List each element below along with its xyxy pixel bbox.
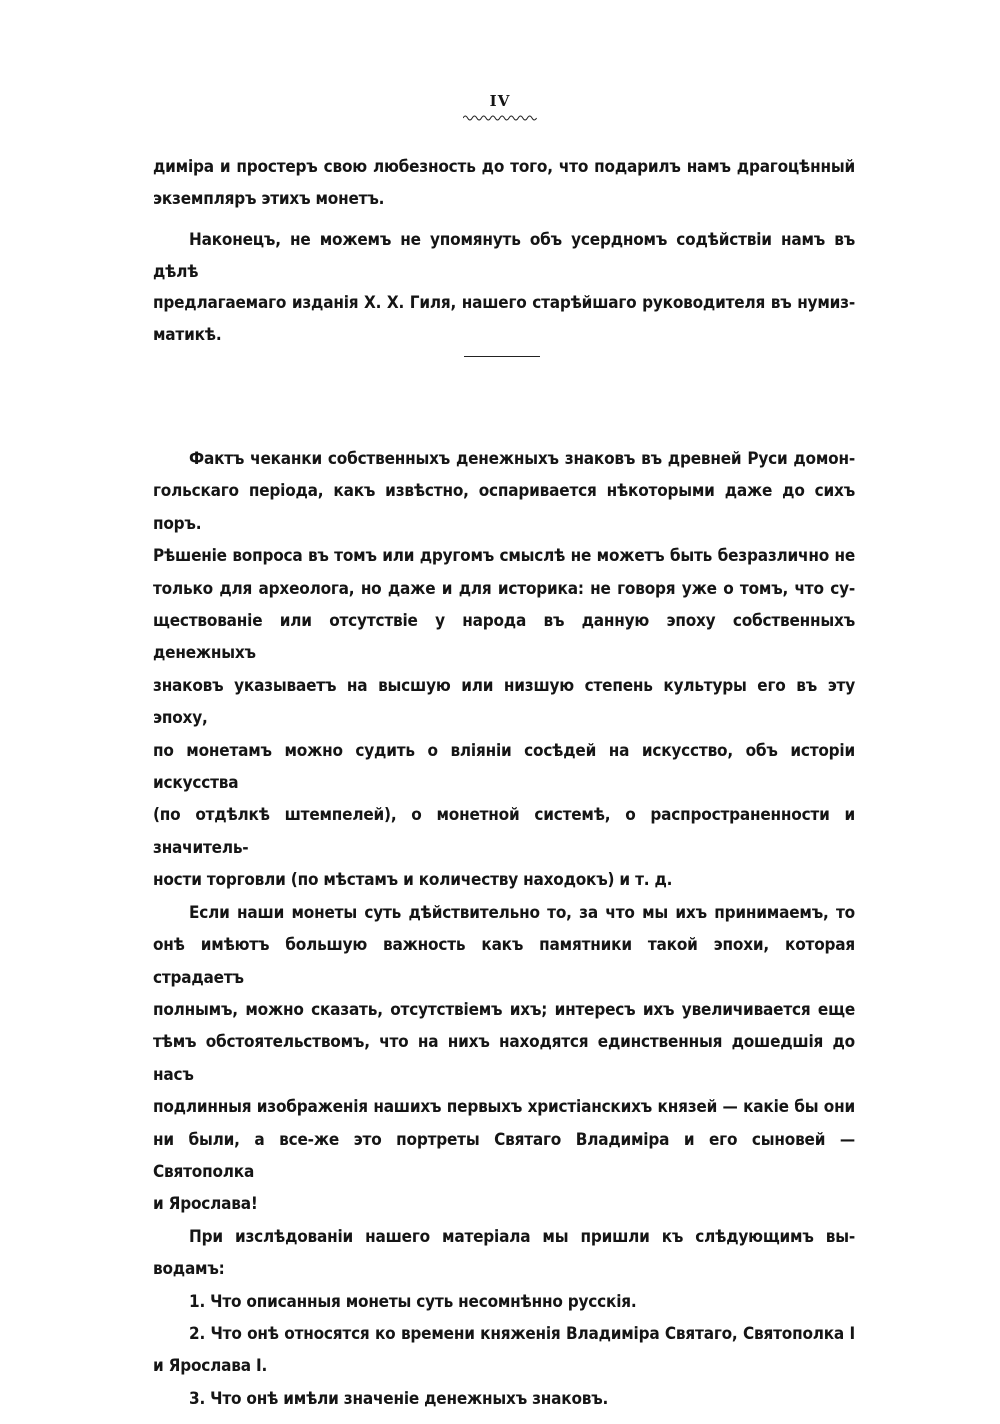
intro-line: предлагаемаго изданія Х. Х. Гиля, нашего старѣйшаго руководителя въ нумиз- [153,293,855,313]
intro-line: экземпляръ этихъ монетъ. [153,188,385,209]
body-line: ни были, а все-же это портреты Святаго Владиміра и его сыновей — Святополка [153,1129,855,1182]
body-line: подлинныя изображенія нашихъ первыхъ христіанскихъ князей — какіе бы они [153,1097,855,1118]
intro-line: диміра и простеръ свою любезность до того, что подарилъ намъ драгоцѣнный [153,157,855,177]
body-line: полнымъ, можно сказать, отсутствіемъ ихъ; интересъ ихъ увеличивается еще [153,999,855,1020]
body-line: и Ярослава! [153,1194,258,1215]
body-line: При изслѣдованіи нашего матеріала мы пришли къ слѣдующимъ вы- [189,1226,855,1247]
conclusion-item-2: 2. Что онѣ относятся ко времени княженія Владиміра Святаго, Святополка I [189,1323,855,1344]
horizontal-rule-icon [464,356,540,357]
body-line: (по отдѣлкѣ штемпелей), о монетной системѣ, о распространенности и значитель- [153,805,855,858]
body-line: Фактъ чеканки собственныхъ денежныхъ знаковъ въ древней Руси домон- [189,449,855,469]
conclusion-item-1: 1. Что описанныя монеты суть несомнѣнно русскія. [189,1291,637,1312]
body-line: тѣмъ обстоятельствомъ, что на нихъ находятся единственныя дошедшія до насъ [153,1032,855,1085]
conclusion-item-3: 3. Что онѣ имѣли значеніе денежныхъ знаковъ. [189,1388,609,1409]
intro-text [153,152,855,351]
page-header [0,92,1000,122]
body-line: только для археолога, но даже и для историка: не говоря уже о томъ, что су- [153,578,855,599]
intro-line: матикѣ. [153,324,222,345]
wavy-line-ornament-icon [463,114,537,122]
body-line: онѣ имѣютъ большую важность какъ памятники такой эпохи, которая страдаетъ [153,935,855,988]
body-line: Если наши монеты суть дѣйствительно то, за что мы ихъ принимаемъ, то [189,902,855,923]
body-line: по монетамъ можно судить о вліяніи сосѣдей на искусство, объ исторіи искусства [153,740,855,794]
body-line: ществованіе или отсутствіе у народа въ данную эпоху собственныхъ денежныхъ [153,611,855,664]
body-line: ности торговли (по мѣстамъ и количеству находокъ) и т. д. [153,870,673,891]
conclusion-item-2-continued: и Ярослава I. [153,1356,268,1377]
body-line: гольскаго періода, какъ извѣстно, оспаривается нѣкоторыми даже до сихъ поръ. [153,481,855,534]
main-text [153,443,855,1415]
body-line: знаковъ указываетъ на высшую или низшую степень культуры его въ эту эпоху, [153,675,855,729]
intro-line: Наконецъ, не можемъ не упомянуть объ усердномъ содѣйствіи намъ въ дѣлѣ [153,230,855,282]
page-number: IV [489,92,511,110]
body-line: Рѣшеніе вопроса въ томъ или другомъ смыслѣ не можетъ быть безразлично не [153,546,855,567]
body-line: водамъ: [153,1259,225,1280]
